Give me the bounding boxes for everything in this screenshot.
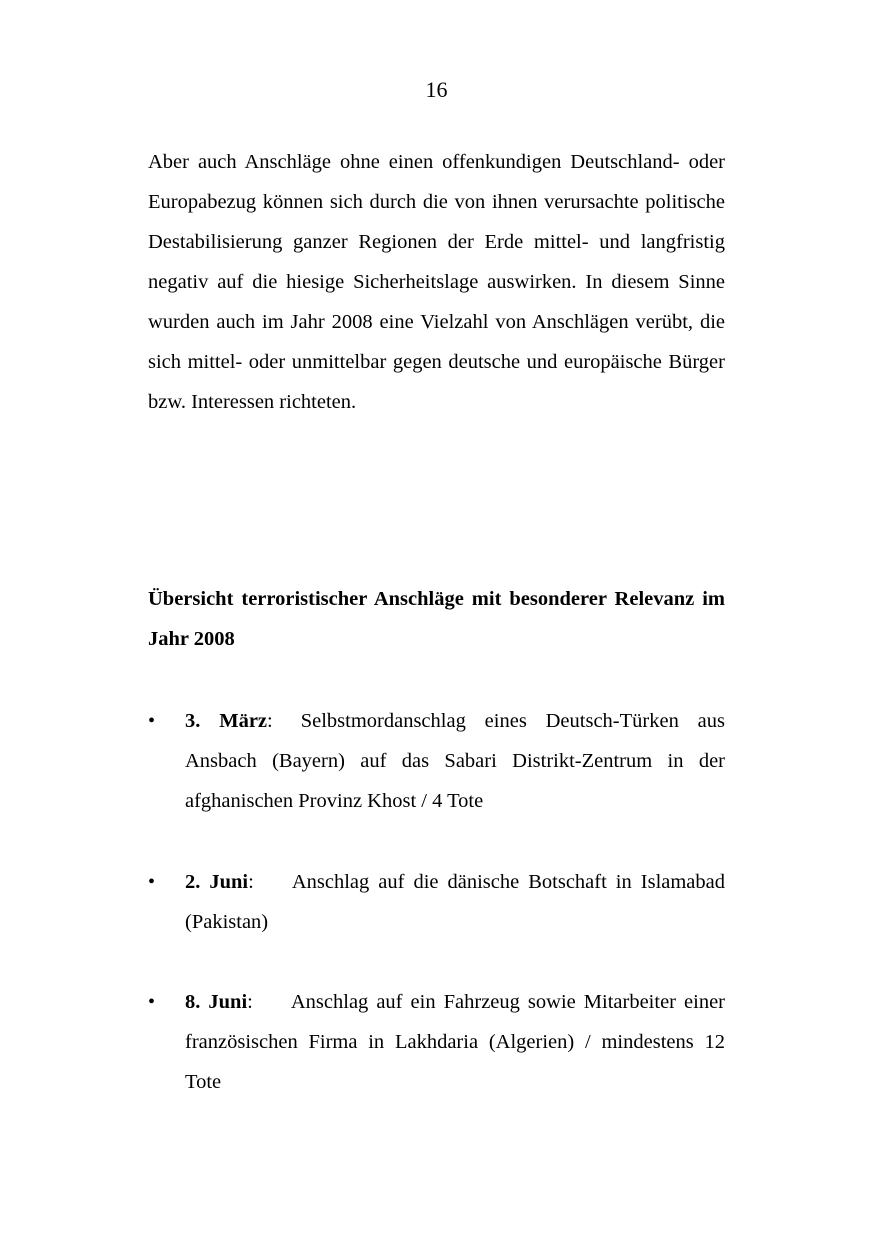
page-number: 16 [425,77,448,102]
list-item-date: 8. Juni [185,991,248,1013]
bullet-icon: • [148,991,156,1013]
list-item-colon: : [247,991,253,1013]
overview-heading: Übersicht terroristischer Anschläge mit besonderer Relevanz im Jahr 2008 [148,588,725,650]
list-item-text [185,862,725,942]
list-item-description: Anschlag auf die dänische Botschaft in Islamabad (Pakistan) [185,871,726,933]
list-item-colon: : [248,871,254,893]
list-item [148,701,725,821]
list-item-text [185,982,725,1102]
list-item-date: 2. Juni [185,871,249,893]
list-item-date: 3. März [185,710,268,732]
list-item-colon: : [267,710,273,732]
bullet-icon: • [148,710,156,732]
list-item-description: Anschlag auf ein Fahrzeug sowie Mitarbeiter einer französischen Firma in Lakhdaria (Algerien) / mindestens 12 Tote [185,991,726,1093]
list-item [148,862,725,942]
bullet-icon: • [148,871,156,893]
intro-paragraph: Aber auch Anschläge ohne einen offenkundigen Deutschland- oder Europabezug können sich durch die von ihnen verursachte politische Destabilisierung ganzer Regionen der Erde mittel- und langfristig negativ auf die hiesige Sicherheitslage auswirken. In diesem Sinne wurden auch im Jahr 2008 eine Vielzahl von Anschlägen verübt, die sich mittel- oder unmittelbar gegen deutsche und europäische Bürger bzw. Interessen richteten. [148,151,725,413]
list-item [148,982,725,1102]
list-item-description: Selbstmordanschlag eines Deutsch-Türken aus Ansbach (Bayern) auf das Sabari Distrikt-Zentrum in der afghanischen Provinz Khost / 4 Tote [185,710,725,812]
list-item-text [185,701,725,821]
